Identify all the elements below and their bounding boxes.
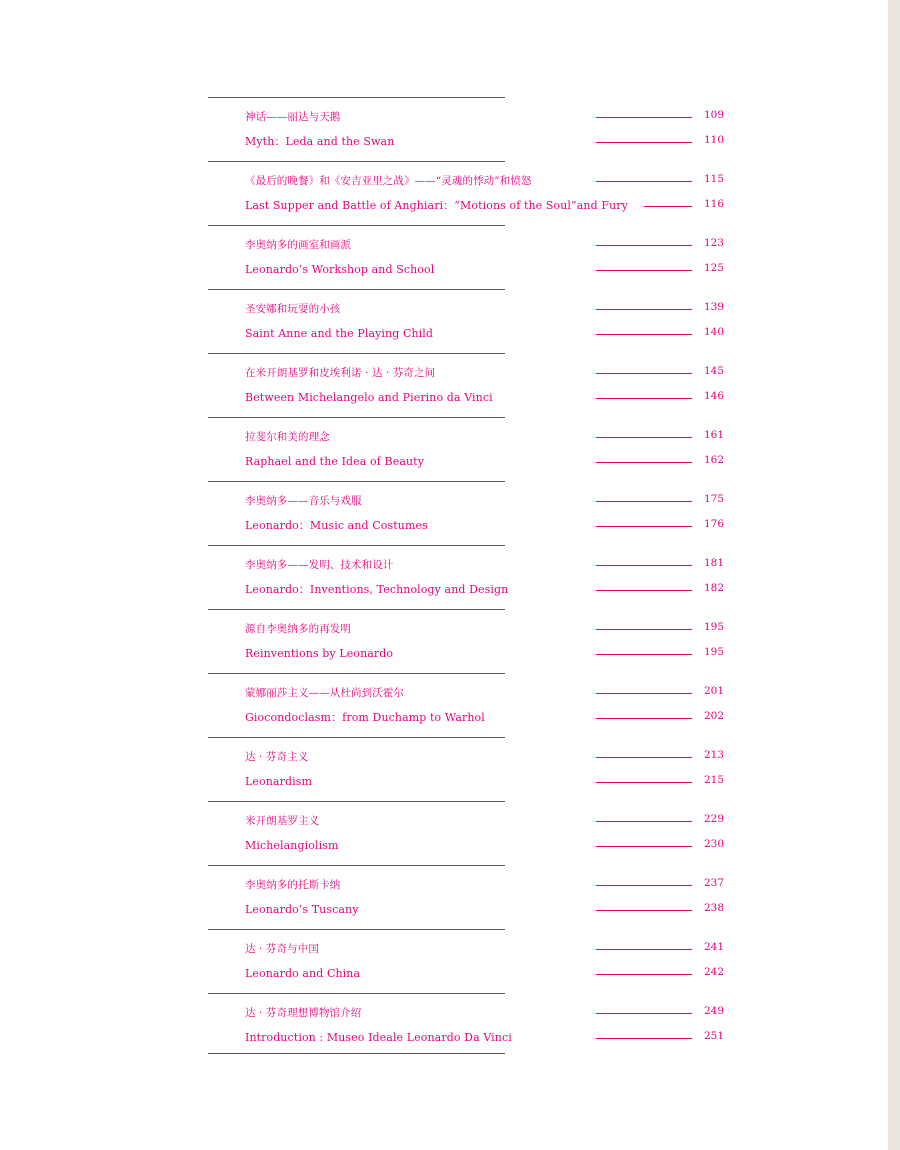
toc-entry	[0, 738, 888, 802]
leader-line	[596, 245, 692, 246]
page-number: 123	[703, 237, 724, 249]
leader-line	[596, 270, 692, 271]
page-number: 146	[703, 390, 724, 402]
page-edge-strip	[888, 0, 900, 1150]
toc-title-chinese: 达 · 芬奇与中国	[245, 943, 319, 955]
toc-line-chinese[interactable]	[0, 938, 888, 962]
toc-title-chinese: 源自李奥纳多的再发明	[245, 623, 351, 635]
leader-line	[596, 398, 692, 399]
page-number: 229	[703, 813, 724, 825]
page-number: 201	[703, 685, 724, 697]
toc-title-chinese: 李奥纳多——发明、技术和设计	[245, 559, 394, 571]
toc-entry	[0, 226, 888, 290]
toc-title-english: Myth：Leda and the Swan	[245, 135, 395, 148]
leader-line	[596, 910, 692, 911]
toc-title-chinese: 神话——丽达与天鹅	[245, 111, 341, 123]
leader-line	[596, 1013, 692, 1014]
page-number: 161	[703, 429, 724, 441]
leader-line	[596, 309, 692, 310]
toc-line-english[interactable]	[0, 195, 888, 219]
toc-line-english[interactable]	[0, 963, 888, 987]
page-number: 109	[703, 109, 724, 121]
page-number: 237	[703, 877, 724, 889]
toc-line-english[interactable]	[0, 707, 888, 731]
page-number: 140	[703, 326, 724, 338]
toc-line-english[interactable]	[0, 451, 888, 475]
toc-line-chinese[interactable]	[0, 746, 888, 770]
toc-title-english: Leonardism	[245, 775, 312, 788]
page-number: 139	[703, 301, 724, 313]
leader-line	[596, 142, 692, 143]
leader-line	[596, 334, 692, 335]
toc-line-english[interactable]	[0, 259, 888, 283]
leader-line	[596, 117, 692, 118]
toc-line-chinese[interactable]	[0, 554, 888, 578]
toc-line-chinese[interactable]	[0, 490, 888, 514]
page-number: 215	[703, 774, 724, 786]
toc-line-chinese[interactable]	[0, 106, 888, 130]
toc-line-chinese[interactable]	[0, 234, 888, 258]
leader-line	[596, 629, 692, 630]
page-number: 213	[703, 749, 724, 761]
toc-title-english: Leonardo：Music and Costumes	[245, 519, 428, 532]
toc-title-chinese: 《最后的晚餐》和《安吉亚里之战》——“灵魂的悸动”和愤怒	[245, 175, 532, 187]
toc-entry	[0, 674, 888, 738]
page-number: 181	[703, 557, 724, 569]
toc-title-english: Introduction : Museo Ideale Leonardo Da Vinci	[245, 1031, 512, 1044]
leader-line	[596, 821, 692, 822]
toc-entry	[0, 482, 888, 546]
toc-line-chinese[interactable]	[0, 874, 888, 898]
leader-line	[596, 654, 692, 655]
page-number: 251	[703, 1030, 724, 1042]
toc-entry	[0, 290, 888, 354]
toc-title-chinese: 米开朗基罗主义	[245, 815, 320, 827]
page-number: 238	[703, 902, 724, 914]
leader-line	[596, 846, 692, 847]
toc-title-english: Leonardo：Inventions, Technology and Design	[245, 583, 509, 596]
toc-title-english: Michelangiolism	[245, 839, 339, 852]
page-number: 162	[703, 454, 724, 466]
toc-line-english[interactable]	[0, 387, 888, 411]
toc-line-chinese[interactable]	[0, 362, 888, 386]
page-number: 230	[703, 838, 724, 850]
leader-line	[596, 373, 692, 374]
toc-line-english[interactable]	[0, 1027, 888, 1051]
leader-line	[596, 462, 692, 463]
toc-line-english[interactable]	[0, 771, 888, 795]
page-number: 202	[703, 710, 724, 722]
toc-title-chinese: 圣安娜和玩耍的小孩	[245, 303, 341, 315]
page-number: 249	[703, 1005, 724, 1017]
toc-entry	[0, 354, 888, 418]
toc-entry	[0, 802, 888, 866]
toc-title-english: Giocondoclasm：from Duchamp to Warhol	[245, 711, 485, 724]
toc-line-english[interactable]	[0, 835, 888, 859]
toc-entry	[0, 866, 888, 930]
toc-line-english[interactable]	[0, 515, 888, 539]
leader-line	[644, 206, 692, 207]
toc-title-chinese: 李奥纳多——音乐与戏服	[245, 495, 362, 507]
toc-line-english[interactable]	[0, 323, 888, 347]
toc-title-chinese: 蒙娜丽莎主义——从杜尚到沃霍尔	[245, 687, 404, 699]
page-number: 116	[703, 198, 724, 210]
page-number: 125	[703, 262, 724, 274]
toc-title-english: Leonardo’s Workshop and School	[245, 263, 435, 276]
page-number: 195	[703, 646, 724, 658]
toc-line-english[interactable]	[0, 131, 888, 155]
page-number: 176	[703, 518, 724, 530]
page-number: 242	[703, 966, 724, 978]
page-number: 195	[703, 621, 724, 633]
toc-title-english: Between Michelangelo and Pierino da Vinci	[245, 391, 493, 404]
leader-line	[596, 1038, 692, 1039]
toc-line-english[interactable]	[0, 579, 888, 603]
toc-line-chinese[interactable]	[0, 170, 888, 194]
page-number: 110	[703, 134, 724, 146]
toc-title-chinese: 在米开朗基罗和皮埃利诺 · 达 · 芬奇之间	[245, 367, 436, 379]
leader-line	[596, 782, 692, 783]
page-number: 115	[703, 173, 724, 185]
leader-line	[596, 885, 692, 886]
leader-line	[596, 590, 692, 591]
leader-line	[596, 526, 692, 527]
toc-title-chinese: 李奥纳多的托斯卡纳	[245, 879, 341, 891]
toc-title-chinese: 达 · 芬奇理想博物馆介绍	[245, 1007, 362, 1019]
leader-line	[596, 565, 692, 566]
toc-title-english: Saint Anne and the Playing Child	[245, 327, 434, 340]
page-number: 182	[703, 582, 724, 594]
toc-title-chinese: 李奥纳多的画室和画派	[245, 239, 351, 251]
toc-line-english[interactable]	[0, 643, 888, 667]
toc-title-chinese: 达 · 芬奇主义	[245, 751, 309, 763]
toc-entry	[0, 162, 888, 226]
toc-entry	[0, 930, 888, 994]
toc-line-chinese[interactable]	[0, 1002, 888, 1026]
toc-title-english: Raphael and the Idea of Beauty	[245, 455, 425, 468]
leader-line	[596, 181, 692, 182]
leader-line	[596, 437, 692, 438]
toc-entry	[0, 98, 888, 162]
toc-entry	[0, 418, 888, 482]
leader-line	[596, 949, 692, 950]
leader-line	[596, 693, 692, 694]
leader-line	[596, 501, 692, 502]
toc-entry	[0, 610, 888, 674]
page-number: 175	[703, 493, 724, 505]
leader-line	[596, 757, 692, 758]
toc-line-chinese[interactable]	[0, 298, 888, 322]
toc-line-chinese[interactable]	[0, 618, 888, 642]
toc-line-chinese[interactable]	[0, 810, 888, 834]
leader-line	[596, 718, 692, 719]
toc-entry	[0, 546, 888, 610]
leader-line	[596, 974, 692, 975]
toc-line-chinese[interactable]	[0, 426, 888, 450]
page-number: 241	[703, 941, 724, 953]
page-number: 145	[703, 365, 724, 377]
toc-title-english: Leonardo and China	[245, 967, 361, 980]
toc-title-english: Reinventions by Leonardo	[245, 647, 394, 660]
toc-line-english[interactable]	[0, 899, 888, 923]
toc-entry	[0, 994, 888, 1058]
toc-title-english: Leonardo’s Tuscany	[245, 903, 359, 916]
section-divider	[208, 1053, 505, 1054]
toc-title-chinese: 拉斐尔和美的理念	[245, 431, 330, 443]
toc-title-english: Last Supper and Battle of Anghiari：“Motions of the Soul”and Fury	[245, 199, 628, 212]
toc-line-chinese[interactable]	[0, 682, 888, 706]
